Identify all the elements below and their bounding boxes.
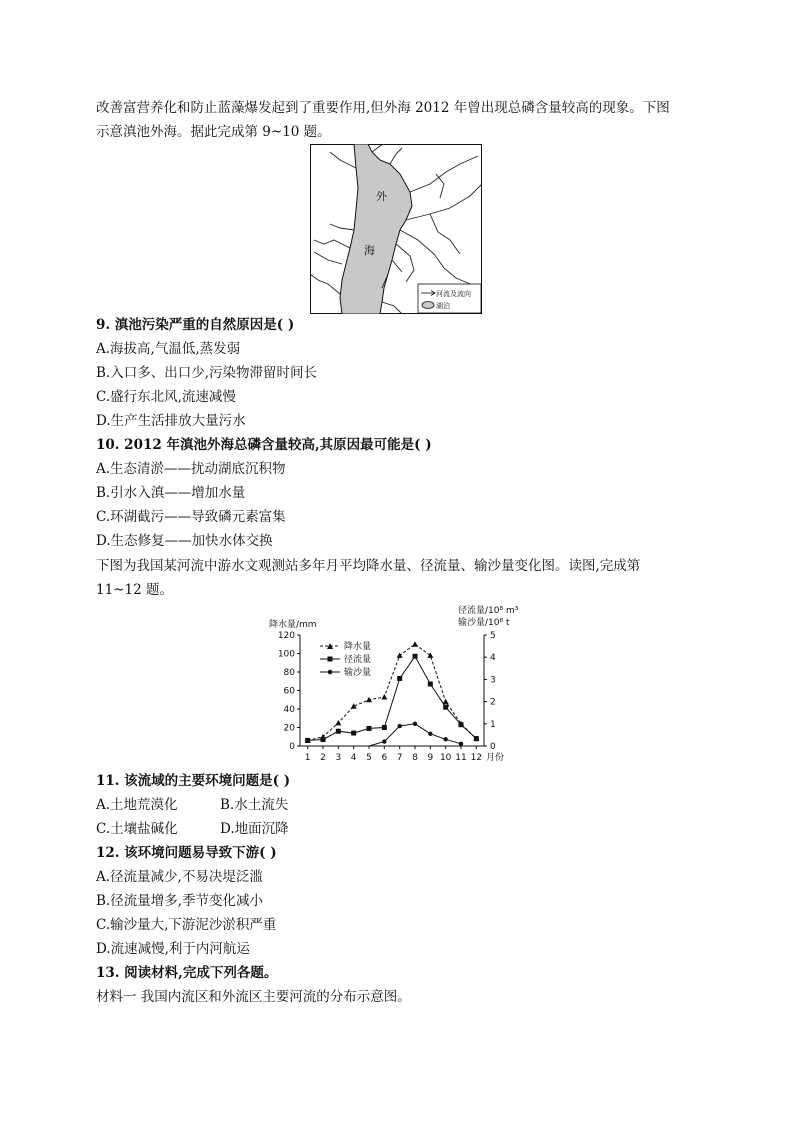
y-right-label-1: 径流量/10⁸ m³ — [458, 606, 519, 616]
runoff-point — [367, 726, 372, 731]
y-right-tick-label: 1 — [490, 719, 496, 730]
q11-option-d: D.地面沉降 — [220, 821, 289, 837]
x-tick-label: 9 — [427, 753, 434, 763]
precip-point — [412, 641, 418, 647]
y-left-tick-label: 120 — [277, 631, 295, 641]
sediment-point — [443, 737, 447, 741]
q10-option-a: A.生态清淤——扰动湖底沉积物 — [96, 461, 286, 477]
x-tick-label: 5 — [366, 753, 372, 763]
intro-line-2: 示意滇池外海。据此完成第 9~10 题。 — [96, 124, 331, 140]
q10-option-c: C.环湖截污——导致磷元素富集 — [96, 509, 286, 525]
precip-point — [351, 703, 357, 709]
q9-option-c: C.盛行东北风,流速减慢 — [96, 389, 236, 405]
q11-stem: 11. 该流域的主要环境问题是( ) — [96, 773, 291, 789]
sediment-point — [382, 739, 386, 743]
legend-lake-label: 湖泊 — [436, 302, 450, 310]
q12-option-d: D.流速减慢,利于内河航运 — [96, 941, 250, 957]
x-tick-label: 1 — [304, 753, 311, 763]
x-axis-label: 月份 — [486, 753, 505, 763]
q10-stem: 10. 2012 年滇池外海总磷含量较高,其原因最可能是( ) — [96, 437, 432, 453]
q11-option-a: A.土地荒漠化 — [96, 797, 178, 813]
x-tick-label: 4 — [350, 753, 357, 763]
q10-option-d: D.生态修复——加快水体交换 — [96, 533, 273, 549]
precip-point — [381, 694, 387, 700]
runoff-point — [351, 731, 356, 736]
q12-stem: 12. 该环境问题易导致下游( ) — [96, 845, 277, 861]
y-right-tick-label: 5 — [490, 631, 496, 641]
sediment-point — [428, 732, 432, 736]
dianchi-map — [310, 144, 482, 314]
runoff-point — [459, 722, 464, 727]
chart-intro-line-2: 11~12 题。 — [96, 582, 173, 598]
runoff-point — [428, 682, 433, 687]
x-tick-label: 11 — [455, 753, 467, 763]
runoff-point — [321, 737, 326, 742]
x-tick-label: 8 — [412, 753, 418, 763]
runoff-point — [336, 729, 341, 734]
y-left-tick-label: 20 — [283, 723, 295, 734]
y-left-label: 降水量/mm — [269, 620, 317, 630]
q12-option-c: C.输沙量大,下游泥沙淤积严重 — [96, 917, 277, 933]
q13-stem: 13. 阅读材料,完成下列各题。 — [96, 965, 278, 981]
intro-line-1: 改善富营养化和防止蓝藻爆发起到了重要作用,但外海 2012 年曾出现总磷含量较高的现象。下图 — [96, 100, 670, 116]
x-tick-label: 7 — [396, 753, 403, 763]
chart-intro-line-1: 下图为我国某河流中游水文观测站多年月平均降水量、径流量、输沙量变化图。读图,完成第 — [96, 558, 641, 574]
y-left-tick-label: 80 — [283, 668, 295, 678]
x-tick-label: 12 — [470, 753, 483, 763]
lake-label-2: 海 — [364, 244, 375, 257]
precip-point — [397, 652, 403, 658]
sediment-point — [413, 722, 417, 726]
y-left-tick-label: 100 — [277, 649, 295, 660]
y-right-tick-label: 4 — [490, 653, 496, 664]
sediment-point — [459, 742, 463, 746]
y-left-tick-label: 0 — [289, 742, 295, 752]
q9-option-d: D.生产生活排放大量污水 — [96, 413, 246, 429]
legend-sediment: 输沙量 — [344, 668, 372, 678]
runoff-point — [305, 738, 310, 743]
q11-option-c: C.土壤盐碱化 — [96, 821, 178, 837]
q9-stem: 9. 滇池污染严重的自然原因是( ) — [96, 317, 295, 333]
runoff-point — [443, 705, 448, 710]
sediment-point — [397, 724, 401, 728]
runoff-point — [382, 725, 387, 730]
x-tick-label: 3 — [335, 753, 342, 763]
y-right-tick-label: 2 — [490, 697, 496, 708]
runoff-point — [474, 736, 479, 741]
y-left-tick-label: 40 — [283, 705, 295, 715]
legend-river-label: 河流及流向 — [436, 290, 471, 298]
y-left-tick-label: 60 — [283, 686, 295, 697]
legend-lake-swatch — [422, 302, 434, 309]
hydrology-chart — [262, 600, 522, 766]
legend-precip: 降水量 — [344, 642, 372, 652]
x-tick-label: 10 — [439, 753, 452, 763]
lake-label-1: 外 — [376, 190, 387, 203]
q12-option-b: B.径流量增多,季节变化减小 — [96, 893, 264, 909]
runoff-point — [397, 676, 402, 681]
series-line-1 — [308, 656, 477, 740]
x-tick-label: 6 — [381, 753, 388, 763]
y-right-tick-label: 0 — [490, 742, 496, 752]
q10-option-b: B.引水入滇——增加水量 — [96, 485, 246, 501]
y-right-tick-label: 3 — [490, 675, 496, 686]
x-tick-label: 2 — [320, 753, 326, 763]
precip-point — [427, 652, 433, 658]
q12-option-a: A.径流量减少,不易决堤泛滥 — [96, 869, 263, 885]
legend-runoff: 径流量 — [344, 655, 372, 665]
runoff-point — [413, 654, 418, 659]
y-right-label-2: 输沙量/10⁸ t — [458, 618, 510, 628]
q11-option-b: B.水土流失 — [220, 797, 289, 813]
q13-material-1: 材料一 我国内流区和外流区主要河流的分布示意图。 — [96, 989, 411, 1005]
q9-option-a: A.海拔高,气温低,蒸发弱 — [96, 341, 241, 357]
precip-point — [335, 720, 341, 726]
q9-option-b: B.入口多、出口少,污染物滞留时间长 — [96, 365, 318, 381]
